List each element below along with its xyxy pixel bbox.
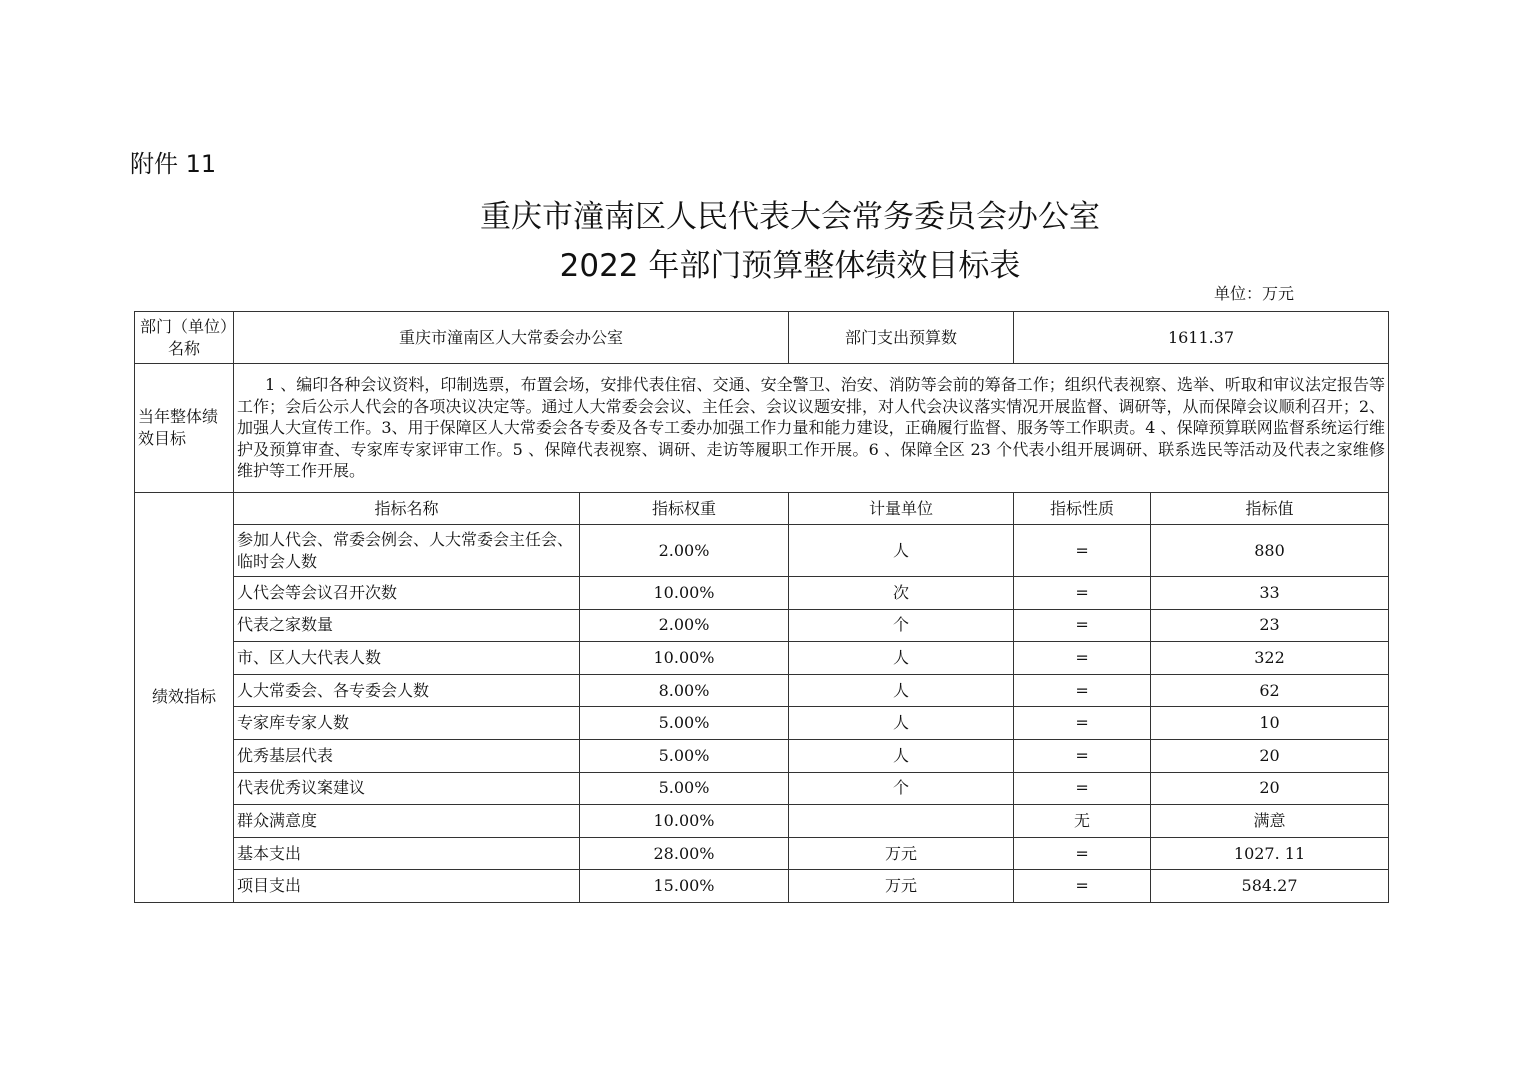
- indicator-value-cell: 1027. 11: [1151, 837, 1389, 870]
- indicator-nature-cell: =: [1014, 674, 1151, 707]
- goal-text: 1 、编印各种会议资料，印制选票，布置会场，安排代表住宿、交通、安全警卫、治安、消防等会前的筹备工作；组织代表视察、选举、听取和审议法定报告等工作；会后公示人代会的各项决议决定等。通过人大常委会会议、主任会、会议议题安排，对人代会决议落实情况开展监督、调研等，从而保障会议顺利召开；2、加强人大宣传工作。3、用于保障区人大常委会各专委及各专工委办加强工作力量和能力建设，正确履行监督、服务等工作职责。4 、保障预算联网监督系统运行维护及预算审查、专家库专家评审工作。5 、保障代表视察、调研、走访等履职工作开展。6 、保障全区 23 个代表小组开展调研、联系选民等活动及代表之家维修维护等工作开展。: [237, 375, 1386, 481]
- unit-label: 单位：万元: [1214, 284, 1295, 303]
- col-header-weight: 指标权重: [580, 493, 789, 525]
- indicator-name-cell: 专家库专家人数: [234, 707, 580, 740]
- indicator-nature-cell: =: [1014, 837, 1151, 870]
- table-row: [135, 642, 1389, 675]
- budget-header-cell: 部门支出预算数: [789, 312, 1014, 364]
- indicator-weight-cell: 5.00%: [580, 707, 789, 740]
- indicator-unit-cell: 人: [789, 707, 1014, 740]
- indicator-unit-cell: 人: [789, 739, 1014, 772]
- indicator-name-cell: 群众满意度: [234, 805, 580, 838]
- indicator-name-cell: 优秀基层代表: [234, 739, 580, 772]
- indicator-weight-cell: 5.00%: [580, 739, 789, 772]
- indicator-unit-cell: [789, 805, 1014, 838]
- indicator-value-cell: 20: [1151, 739, 1389, 772]
- table-row: [135, 805, 1389, 838]
- indicator-value-cell: 33: [1151, 577, 1389, 610]
- col-header-value: 指标值: [1151, 493, 1389, 525]
- indicator-value-cell: 20: [1151, 772, 1389, 805]
- indicator-nature-cell: =: [1014, 609, 1151, 642]
- indicator-weight-cell: 28.00%: [580, 837, 789, 870]
- indicator-nature-cell: =: [1014, 707, 1151, 740]
- indicator-value-cell: 23: [1151, 609, 1389, 642]
- indicator-unit-cell: 人: [789, 674, 1014, 707]
- budget-value-cell: 1611.37: [1014, 312, 1389, 364]
- indicator-unit-cell: 个: [789, 609, 1014, 642]
- indicator-weight-cell: 2.00%: [580, 525, 789, 577]
- indicator-unit-cell: 个: [789, 772, 1014, 805]
- performance-table: [134, 311, 1389, 903]
- indicator-value-cell: 62: [1151, 674, 1389, 707]
- table-row: [135, 577, 1389, 610]
- indicator-nature-cell: 无: [1014, 805, 1151, 838]
- goal-text-cell: [234, 364, 1389, 493]
- col-header-unit: 计量单位: [789, 493, 1014, 525]
- attachment-label: 附件 11: [130, 150, 217, 178]
- indicator-weight-cell: 10.00%: [580, 577, 789, 610]
- indicator-unit-cell: 万元: [789, 870, 1014, 903]
- indicator-value-cell: 322: [1151, 642, 1389, 675]
- goal-header-cell: 当年整体绩效目标: [135, 364, 234, 493]
- indicator-name-cell: 人代会等会议召开次数: [234, 577, 580, 610]
- indicator-name-cell: 基本支出: [234, 837, 580, 870]
- indicator-unit-cell: 人: [789, 525, 1014, 577]
- indicator-value-cell: 880: [1151, 525, 1389, 577]
- indicator-weight-cell: 10.00%: [580, 642, 789, 675]
- table-row: [135, 609, 1389, 642]
- indicator-nature-cell: =: [1014, 870, 1151, 903]
- table-row: [135, 870, 1389, 903]
- indicator-nature-cell: =: [1014, 525, 1151, 577]
- indicator-value-cell: 10: [1151, 707, 1389, 740]
- table-row: [135, 739, 1389, 772]
- indicator-name-cell: 代表优秀议案建议: [234, 772, 580, 805]
- indicator-weight-cell: 5.00%: [580, 772, 789, 805]
- indicator-unit-cell: 万元: [789, 837, 1014, 870]
- indicator-weight-cell: 8.00%: [580, 674, 789, 707]
- indicator-weight-cell: 15.00%: [580, 870, 789, 903]
- indicator-unit-cell: 人: [789, 642, 1014, 675]
- dept-header-cell: 部门（单位）名称: [135, 312, 234, 364]
- table-row: [135, 525, 1389, 577]
- indicator-name-cell: 市、区人大代表人数: [234, 642, 580, 675]
- col-header-nature: 指标性质: [1014, 493, 1151, 525]
- indicator-nature-cell: =: [1014, 577, 1151, 610]
- indicator-nature-cell: =: [1014, 772, 1151, 805]
- indicator-name-cell: 代表之家数量: [234, 609, 580, 642]
- indicator-value-cell: 满意: [1151, 805, 1389, 838]
- indicator-nature-cell: =: [1014, 739, 1151, 772]
- indicator-unit-cell: 次: [789, 577, 1014, 610]
- indicator-weight-cell: 10.00%: [580, 805, 789, 838]
- document-title: 重庆市潼南区人民代表大会常务委员会办公室: [480, 199, 1100, 235]
- document-subtitle: 2022 年部门预算整体绩效目标表: [559, 248, 1021, 284]
- table-row: [135, 674, 1389, 707]
- table-row: [135, 707, 1389, 740]
- perf-body: [135, 493, 1389, 903]
- col-header-name: 指标名称: [234, 493, 580, 525]
- dept-name-cell: 重庆市潼南区人大常委会办公室: [234, 312, 789, 364]
- indicator-value-cell: 584.27: [1151, 870, 1389, 903]
- indicator-weight-cell: 2.00%: [580, 609, 789, 642]
- table-row: [135, 772, 1389, 805]
- table-row: [135, 837, 1389, 870]
- indicator-nature-cell: =: [1014, 642, 1151, 675]
- indicator-name-cell: 项目支出: [234, 870, 580, 903]
- indicator-name-cell: 参加人代会、常委会例会、人大常委会主任会、临时会人数: [234, 525, 580, 577]
- indicator-name-cell: 人大常委会、各专委会人数: [234, 674, 580, 707]
- column-header-row: [135, 493, 1389, 525]
- perf-header-cell: 绩效指标: [135, 493, 234, 903]
